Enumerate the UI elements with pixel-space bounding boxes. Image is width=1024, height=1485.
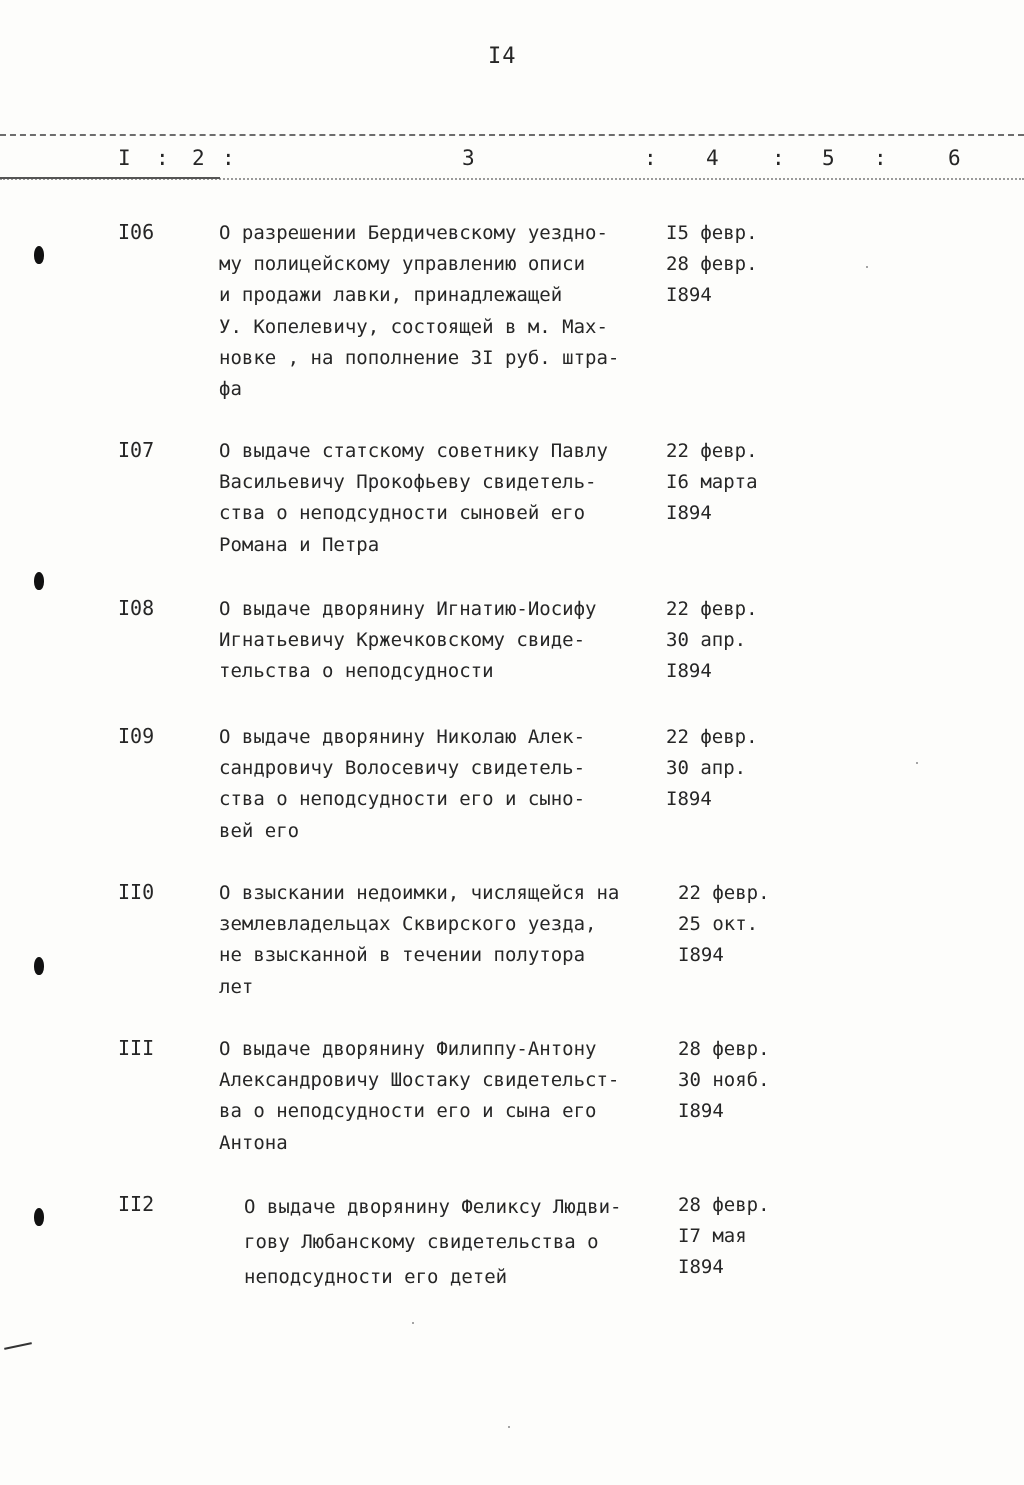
entry-number: I06 <box>118 220 155 244</box>
column-header-6: 6 <box>948 146 961 170</box>
title-line: О взыскании недоимки, числящейся на <box>219 882 620 904</box>
date-line: I5 февр. <box>666 222 758 244</box>
entry-title <box>219 436 669 561</box>
title-line: тельства о неподсудности <box>219 660 494 683</box>
title-line: Романа и Петра <box>219 533 380 556</box>
title-line: О выдаче дворянину Игнатию-Иосифу <box>219 598 597 620</box>
entry-dates <box>666 218 786 312</box>
title-line: ва о неподсудности его и сына его <box>219 1100 597 1123</box>
column-separator: : <box>156 146 169 170</box>
date-line: 22 февр. <box>678 882 770 904</box>
title-line: вей его <box>219 819 300 842</box>
date-line: 30 апр. <box>666 629 747 652</box>
column-header-5: 5 <box>822 146 835 170</box>
column-separator: : <box>772 146 785 170</box>
paper-speck <box>412 1322 414 1324</box>
date-line: I894 <box>678 1100 724 1123</box>
title-line: О выдаче дворянину Филиппу-Антону <box>219 1038 597 1060</box>
entry-title <box>219 1034 669 1159</box>
column-header-3: 3 <box>462 146 475 170</box>
entry-dates <box>678 1034 798 1128</box>
date-line: 28 февр. <box>678 1194 770 1216</box>
title-line: У. Копелевичу, состоящей в м. Мах- <box>219 315 608 338</box>
date-line: I7 мая <box>678 1225 747 1248</box>
title-line: и продажи лавки, принадлежащей <box>219 284 563 307</box>
paper-speck <box>866 266 868 268</box>
paper-speck <box>508 1426 510 1428</box>
date-line: I894 <box>666 660 712 683</box>
column-separator: : <box>644 146 657 170</box>
title-line: О разрешении Бердичевскому уездно- <box>219 222 608 244</box>
date-line: 22 февр. <box>666 598 758 620</box>
date-line: I6 марта <box>666 471 758 494</box>
date-line: 28 февр. <box>666 253 758 276</box>
binding-hole-mark <box>34 246 44 264</box>
title-line: фа <box>219 378 242 401</box>
column-separator: : <box>874 146 887 170</box>
entry-dates <box>678 878 798 972</box>
entry-title <box>219 218 669 405</box>
page-number: I4 <box>488 44 517 69</box>
title-line: О выдаче дворянину Николаю Алек- <box>219 726 586 748</box>
binding-hole-mark <box>34 1208 44 1226</box>
title-line: не взысканной в течении полутора <box>219 944 586 967</box>
title-line: Александровичу Шостаку свидетельст- <box>219 1069 620 1092</box>
column-separator: : <box>222 146 235 170</box>
entry-title <box>219 594 669 688</box>
date-line: I894 <box>678 1256 724 1279</box>
title-line: сандровичу Волосевичу свидетель- <box>219 757 586 780</box>
date-line: 30 апр. <box>666 757 747 780</box>
title-line: О выдаче дворянину Феликсу Людви- <box>244 1196 622 1218</box>
header-bottom-rule-solid <box>0 177 220 179</box>
entry-title <box>219 722 669 847</box>
title-line: Игнатьевичу Кржечковскому свиде- <box>219 629 586 652</box>
entry-dates <box>666 436 786 530</box>
column-header-4: 4 <box>706 146 719 170</box>
title-line: лет <box>219 975 254 998</box>
title-line: ства о неподсудности сыновей его <box>219 502 586 525</box>
title-line: О выдаче статскому советнику Павлу <box>219 440 608 462</box>
column-header-1: I <box>118 146 131 170</box>
title-line: неподсудности его детей <box>244 1266 508 1288</box>
date-line: I894 <box>666 502 712 525</box>
date-line: 22 февр. <box>666 726 758 748</box>
date-line: I894 <box>666 284 712 307</box>
title-line: новке , на пополнение 3I руб. штра- <box>219 346 620 369</box>
title-line: Васильевичу Прокофьеву свидетель- <box>219 471 597 494</box>
binding-hole-mark <box>34 572 44 590</box>
entry-number: III <box>118 1036 155 1060</box>
date-line: I894 <box>678 944 724 967</box>
entry-number: II2 <box>118 1192 155 1216</box>
title-line: землевладельцах Сквирского уезда, <box>219 913 597 936</box>
entry-number: I09 <box>118 724 155 748</box>
entry-dates <box>678 1190 798 1284</box>
date-line: I894 <box>666 788 712 811</box>
title-line: ства о неподсудности его и сыно- <box>219 788 586 811</box>
entry-number: I08 <box>118 596 155 620</box>
entry-number: I07 <box>118 438 155 462</box>
date-line: 25 окт. <box>678 913 759 936</box>
paper-speck <box>916 762 918 764</box>
title-line: Антона <box>219 1131 288 1154</box>
binding-hole-mark <box>34 957 44 975</box>
date-line: 28 февр. <box>678 1038 770 1060</box>
entry-dates <box>666 594 786 688</box>
entry-title <box>219 878 689 1003</box>
margin-pen-mark <box>4 1342 32 1350</box>
entry-number: II0 <box>118 880 155 904</box>
date-line: 22 февр. <box>666 440 758 462</box>
title-line: му полицейскому управлению описи <box>219 253 586 276</box>
title-line: гову Любанскому свидетельства о <box>244 1231 599 1253</box>
column-header-2: 2 <box>192 146 205 170</box>
entry-dates <box>666 722 786 816</box>
entry-title <box>244 1190 674 1295</box>
date-line: 30 нояб. <box>678 1069 770 1092</box>
header-top-rule <box>0 134 1024 136</box>
